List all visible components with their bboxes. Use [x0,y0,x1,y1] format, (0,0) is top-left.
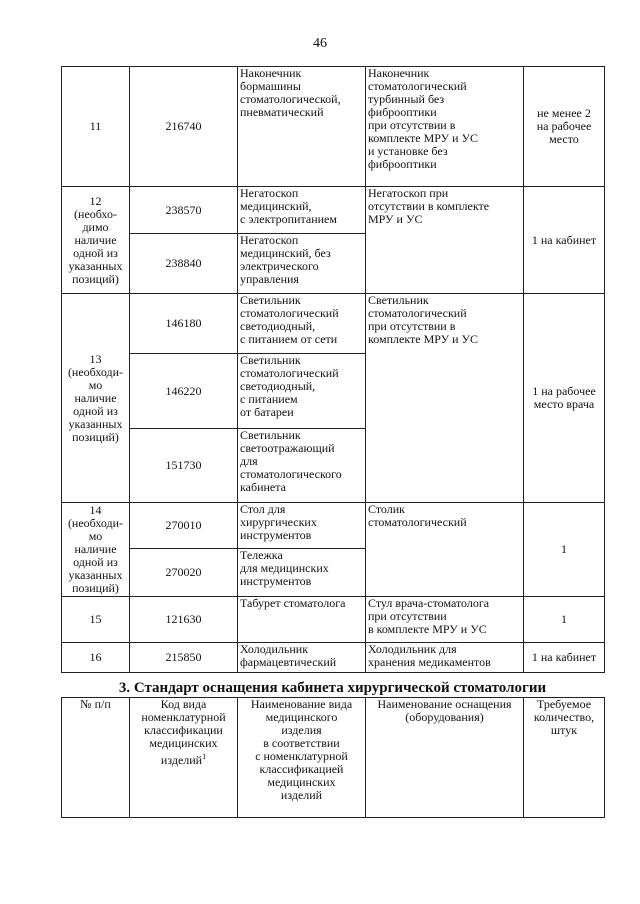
quantity-cell: 1 на рабочее место врача [524,294,605,503]
name-cell: Стол для хирургических инструментов [238,503,366,549]
equipment-cell: Столик стоматологический [366,503,524,597]
name-cell: Светильник светоотражающий для стоматологического кабинета [238,429,366,503]
table-row [62,294,605,354]
row-number: 11 [62,67,130,187]
code-cell: 121630 [130,597,238,643]
row-number: 13 (необходи- мо наличие одной из указанных позиций) [62,294,130,503]
code-cell: 151730 [130,429,238,503]
row-number: 14 (необходи- мо наличие одной из указанных позиций) [62,503,130,597]
table-row [62,597,605,643]
code-cell: 270020 [130,549,238,597]
header-equipment: Наименование оснащения (оборудования) [366,698,524,818]
section-title: 3. Стандарт оснащения кабинета хирургической стоматологии [118,680,547,696]
equipment-cell: Светильник стоматологический при отсутствии в комплекте МРУ и УС [366,294,524,503]
table-row [62,643,605,673]
name-cell: Светильник стоматологический светодиодный, с питанием от сети [238,294,366,354]
table-row [62,187,605,234]
quantity-cell: 1 [524,597,605,643]
name-cell: Табурет стоматолога [238,597,366,643]
equipment-table [61,66,605,673]
header-table [61,697,605,818]
row-number: 12 (необхо- димо наличие одной из указанных позиций) [62,187,130,294]
header-number: № п/п [62,698,130,818]
code-cell: 146180 [130,294,238,354]
code-cell: 215850 [130,643,238,673]
name-cell: Холодильник фармацевтический [238,643,366,673]
equipment-cell: Негатоскоп при отсутствии в комплекте МРУ и УС [366,187,524,294]
code-cell: 270010 [130,503,238,549]
header-code-text: Код вида номенклатурной классификации медицинских изделий [141,697,226,767]
name-cell: Негатоскоп медицинский, с электропитанием [238,187,366,234]
quantity-cell: не менее 2 на рабочее место [524,67,605,187]
row-number: 16 [62,643,130,673]
header-row [62,698,605,818]
name-cell: Светильник стоматологический светодиодный, с питанием от батареи [238,354,366,429]
code-cell: 238840 [130,234,238,294]
equipment-cell: Стул врача-стоматолога при отсутствии в комплекте МРУ и УС [366,597,524,643]
quantity-cell: 1 на кабинет [524,643,605,673]
footnote-mark: 1 [202,752,207,761]
name-cell: Негатоскоп медицинский, без электрического управления [238,234,366,294]
page-number: 46 [313,36,327,51]
header-quantity: Требуемое количество, штук [524,698,605,818]
code-cell: 216740 [130,67,238,187]
name-cell: Тележка для медицинских инструментов [238,549,366,597]
header-name: Наименование вида медицинского изделия в соответствии с номенклатурной классификацией медицинских изделий [238,698,366,818]
code-cell: 146220 [130,354,238,429]
table-row [62,503,605,549]
table-row [62,67,605,187]
name-cell: Наконечник бормашины стоматологической, пневматический [238,67,366,187]
code-cell: 238570 [130,187,238,234]
row-number: 15 [62,597,130,643]
equipment-cell: Холодильник для хранения медикаментов [366,643,524,673]
quantity-cell: 1 на кабинет [524,187,605,294]
header-code [130,698,238,818]
quantity-cell: 1 [524,503,605,597]
equipment-cell: Наконечник стоматологический турбинный без фиброоптики при отсутствии в комплекте МРУ и УС и установке без фиброоптики [366,67,524,187]
